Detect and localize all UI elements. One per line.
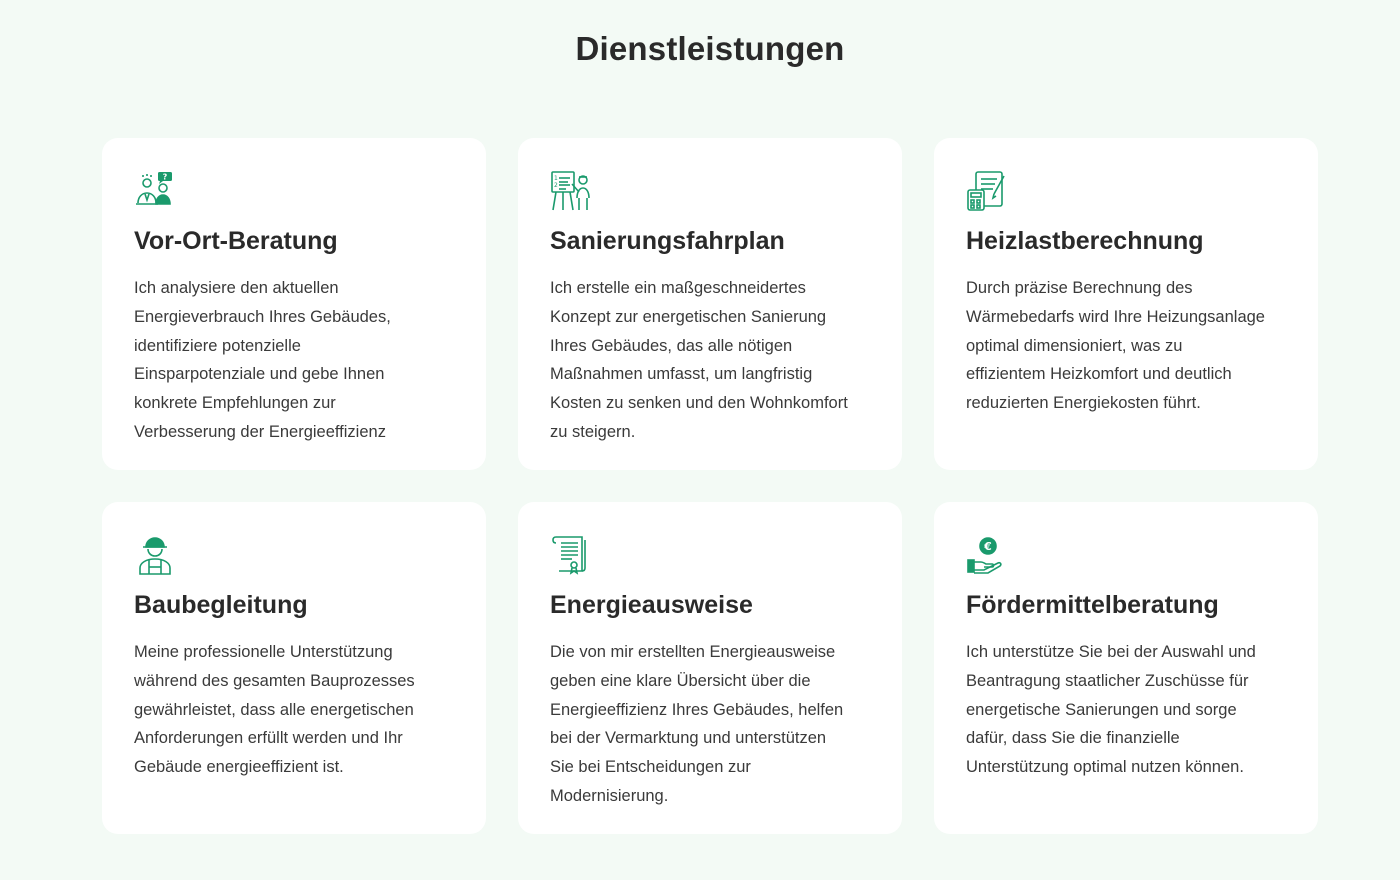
euro-hand-icon bbox=[966, 534, 1008, 576]
svg-text:1: 1 bbox=[554, 175, 558, 182]
service-card-heizlastberechnung bbox=[934, 138, 1318, 470]
service-description: Ich analysiere den aktuellen Energieverbrauch Ihres Gebäudes, identifiziere potenzielle Einsparpotenziale und gebe Ihnen konkrete Empfehlungen zur Verbesserung der Energieeffizienz bbox=[134, 279, 391, 441]
services-grid bbox=[102, 138, 1318, 834]
service-description: Die von mir erstellten Energieausweise geben eine klare Übersicht über die Energieeffizienz Ihres Gebäudes, helfen bei der Vermarktung und unterstützen Sie bei Entscheidungen zur Modernisierung. bbox=[550, 643, 844, 805]
service-title: Fördermittelberatung bbox=[966, 591, 1219, 619]
construction-worker-icon bbox=[134, 534, 176, 576]
service-title: Heizlastberechnung bbox=[966, 227, 1204, 255]
calculator-document-icon bbox=[966, 170, 1008, 212]
svg-text:?: ? bbox=[162, 172, 168, 182]
service-title: Sanierungsfahrplan bbox=[550, 227, 785, 255]
service-description: Ich unterstütze Sie bei der Auswahl und Beantragung staatlicher Zuschüsse für energetische Sanierungen und sorge dafür, dass Sie die finanzielle Unterstützung optimal nutzen können. bbox=[966, 643, 1256, 777]
svg-text:2: 2 bbox=[554, 182, 558, 189]
service-title: Baubegleitung bbox=[134, 591, 308, 619]
service-description: Meine professionelle Unterstützung während des gesamten Bauprozesses gewährleistet, dass alle energetischen Anforderungen erfüllt werden und Ihr Gebäude energieeffizient ist. bbox=[134, 643, 415, 777]
service-description: Ich erstelle ein maßgeschneidertes Konzept zur energetischen Sanierung Ihres Gebäudes, das alle nötigen Maßnahmen umfasst, um langfristig Kosten zu senken und den Wohnkomfort zu steigern. bbox=[550, 279, 848, 441]
service-card-energieausweise bbox=[518, 502, 902, 834]
presentation-plan-icon bbox=[550, 170, 592, 212]
section-title: Dienstleistungen bbox=[575, 30, 845, 67]
service-card-sanierungsfahrplan bbox=[518, 138, 902, 470]
service-card-baubegleitung bbox=[102, 502, 486, 834]
service-description: Durch präzise Berechnung des Wärmebedarfs wird Ihre Heizungsanlage optimal dimensioniert, was zu effizientem Heizkomfort und deutlich reduzierten Energiekosten führt. bbox=[966, 279, 1265, 413]
service-title: Vor-Ort-Beratung bbox=[134, 227, 338, 255]
svg-text:€: € bbox=[984, 540, 992, 553]
certificate-icon bbox=[550, 534, 592, 576]
consultation-icon bbox=[134, 170, 176, 212]
service-card-foerdermittelberatung bbox=[934, 502, 1318, 834]
service-title: Energieausweise bbox=[550, 591, 753, 619]
service-card-vor-ort-beratung bbox=[102, 138, 486, 470]
